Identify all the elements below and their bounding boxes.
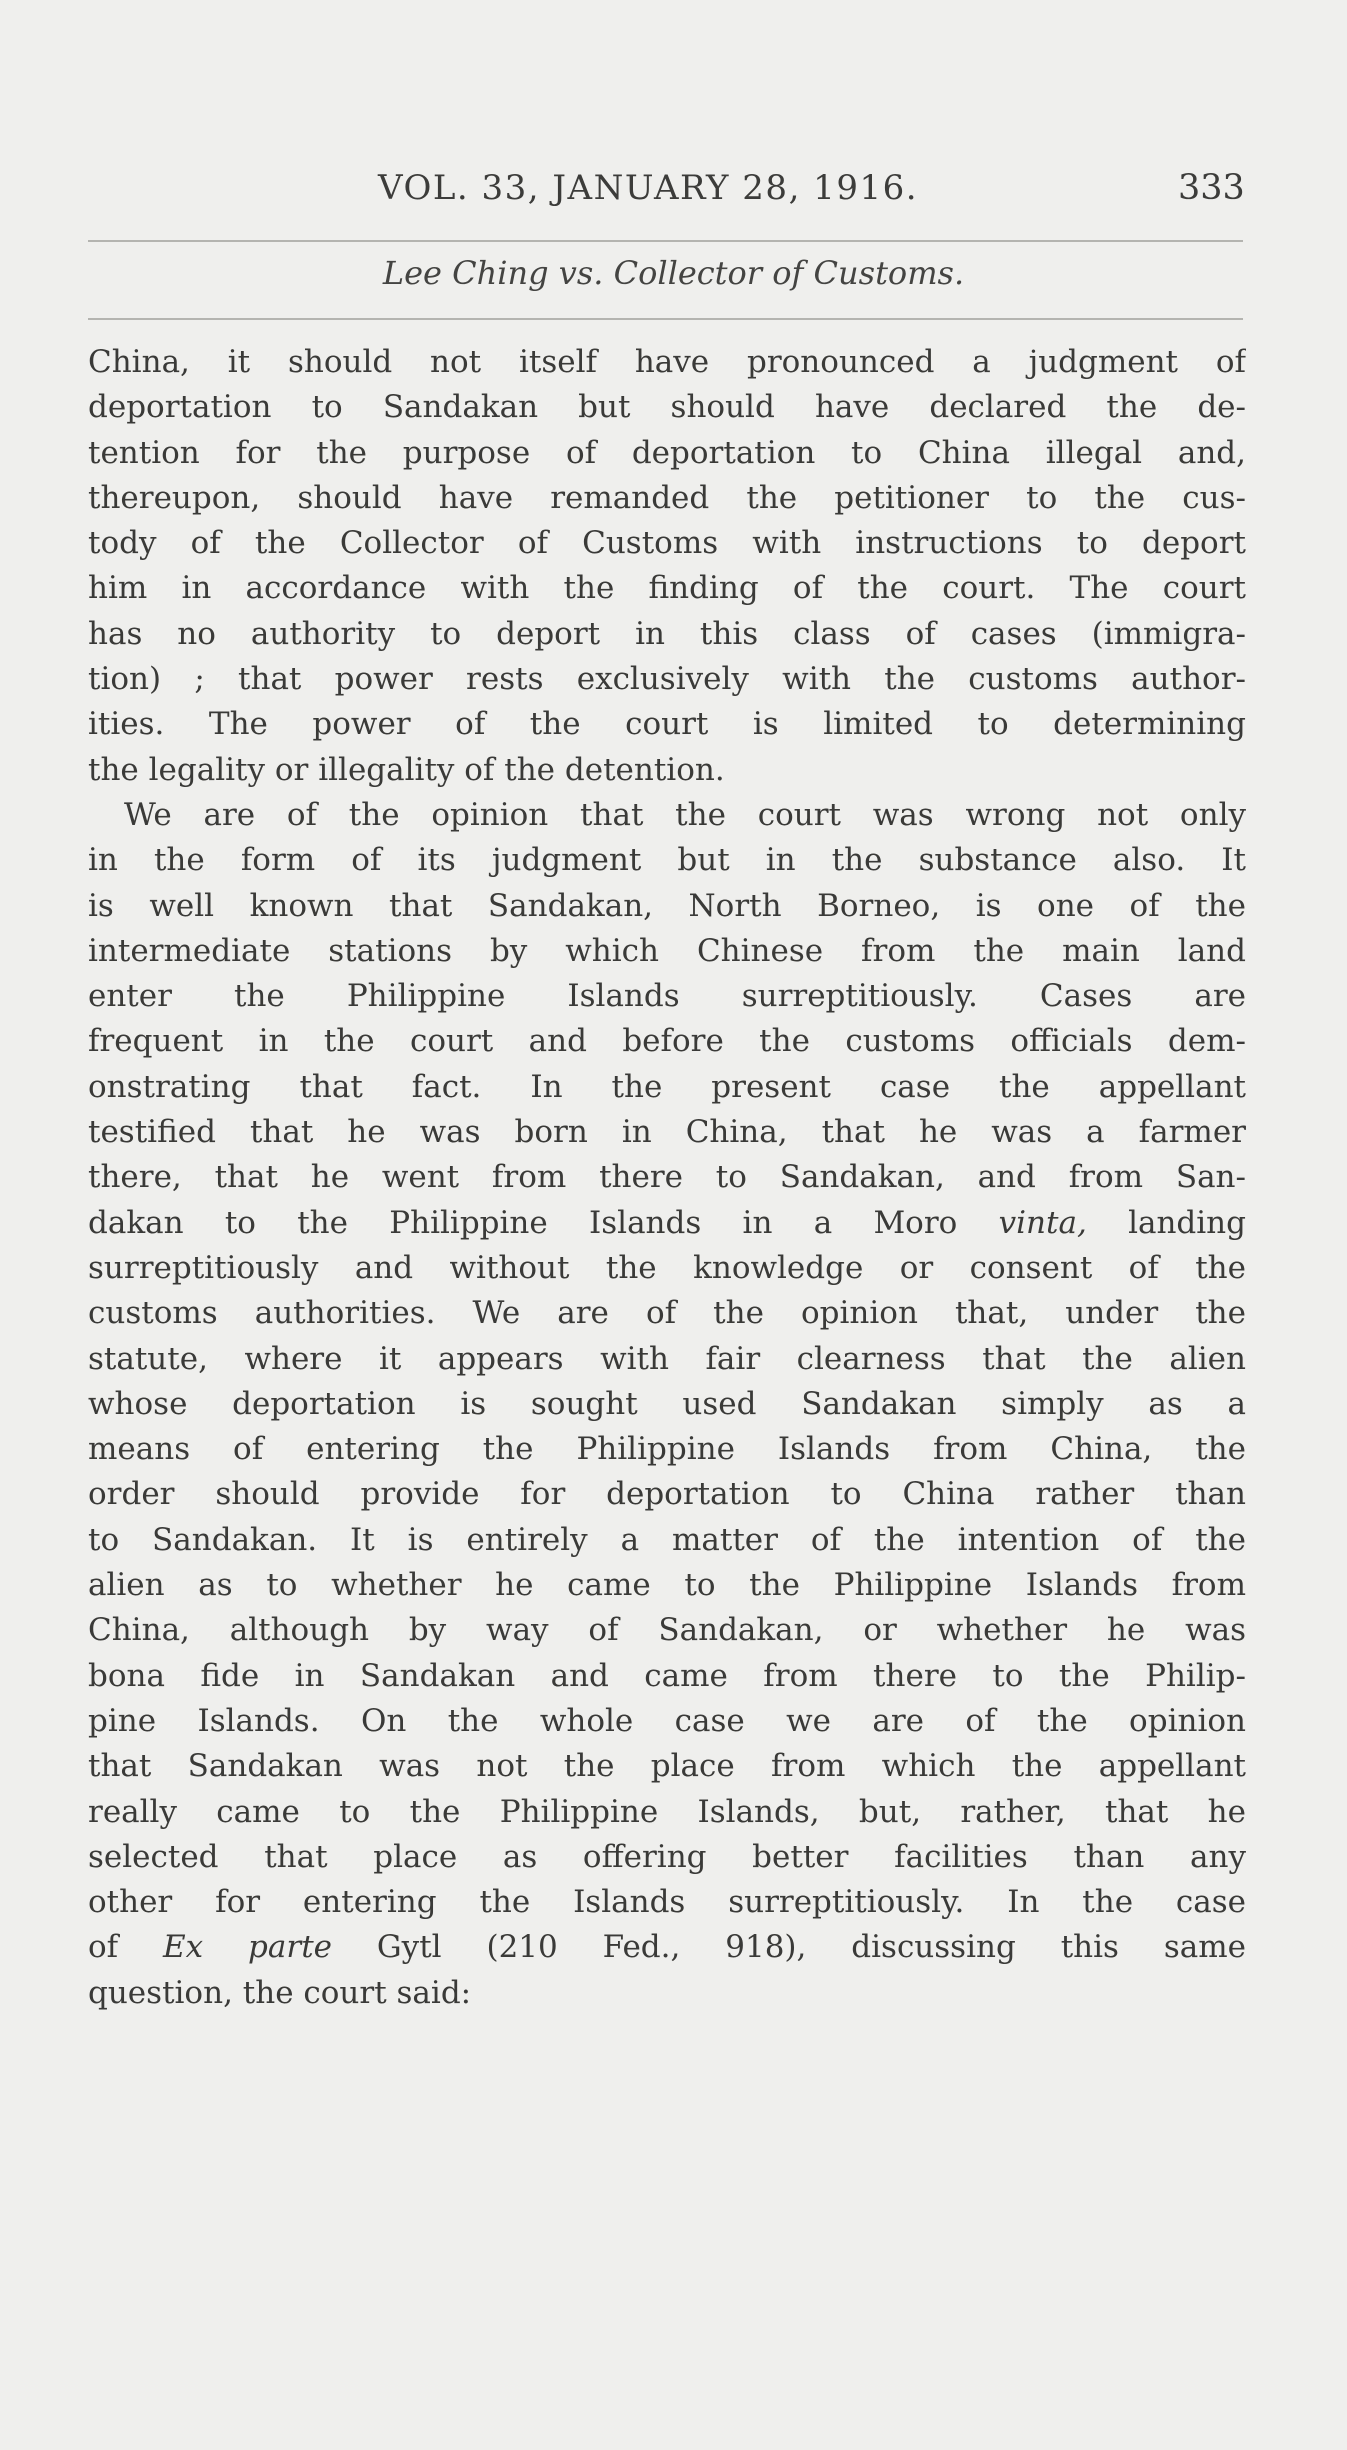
text-line: testified that he was born in China, that he was a farmer xyxy=(88,1114,1246,1151)
volume-date-heading: VOL. 33, JANUARY 28, 1916. xyxy=(378,168,919,208)
text-line: We are of the opinion that the court was wrong not only xyxy=(124,796,1246,833)
text-line: China, it should not itself have pronounced a judgment of xyxy=(88,344,1246,380)
page-number: 333 xyxy=(1178,168,1245,208)
text-line: customs authorities. We are of the opinion that, under the xyxy=(88,1295,1246,1332)
text-line: thereupon, should have remanded the petitioner to the cus- xyxy=(88,479,1246,516)
text-run: landing xyxy=(1086,1204,1246,1241)
text-line: whose deportation is sought used Sandakan simply as a xyxy=(88,1385,1246,1422)
text-line xyxy=(88,1925,1246,1970)
text-line: order should provide for deportation to China rather than xyxy=(88,1476,1246,1513)
text-line: tention for the purpose of deportation to China illegal and, xyxy=(88,434,1246,471)
text-line: question, the court said: xyxy=(88,1974,472,2011)
text-line: enter the Philippine Islands surreptitiously. Cases are xyxy=(88,978,1246,1015)
text-line: statute, where it appears with fair clearness that the alien xyxy=(88,1340,1246,1377)
text-line: frequent in the court and before the customs officials dem- xyxy=(88,1023,1246,1060)
paragraph-1 xyxy=(88,340,1246,793)
text-line: bona fide in Sandakan and came from there to the Philip- xyxy=(88,1657,1246,1694)
text-line xyxy=(88,1201,1246,1246)
text-line: alien as to whether he came to the Philippine Islands from xyxy=(88,1567,1246,1604)
text-line: intermediate stations by which Chinese from the main land xyxy=(88,932,1246,969)
header-rule-bottom xyxy=(88,318,1243,320)
header-rule-top xyxy=(88,240,1243,242)
text-line: ities. The power of the court is limited to determining xyxy=(88,706,1246,743)
text-line: that Sandakan was not the place from which the appellant xyxy=(88,1748,1246,1785)
text-line: there, that he went from there to Sandakan, and from San- xyxy=(88,1159,1246,1196)
text-line: surreptitiously and without the knowledge or consent of the xyxy=(88,1249,1246,1286)
text-run: dakan to the Philippine Islands in a Moro xyxy=(88,1204,999,1241)
text-line: tion) ; that power rests exclusively with the customs author- xyxy=(88,661,1246,698)
paragraph-2 xyxy=(88,793,1246,2016)
italic-term: Ex parte xyxy=(163,1929,333,1966)
text-line: to Sandakan. It is entirely a matter of the intention of the xyxy=(88,1521,1246,1558)
text-line: means of entering the Philippine Islands from China, the xyxy=(88,1431,1246,1468)
case-title: Lee Ching vs. Collector of Customs. xyxy=(382,254,965,292)
text-line: China, although by way of Sandakan, or whether he was xyxy=(88,1612,1246,1649)
text-line: the legality or illegality of the detention. xyxy=(88,751,725,788)
text-line: really came to the Philippine Islands, but, rather, that he xyxy=(88,1793,1246,1830)
text-line: selected that place as offering better facilities than any xyxy=(88,1838,1246,1875)
italic-term: vinta, xyxy=(998,1204,1087,1241)
text-line: has no authority to deport in this class of cases (immigra- xyxy=(88,615,1246,652)
text-line: tody of the Collector of Customs with instructions to deport xyxy=(88,525,1246,562)
text-run: Gytl (210 Fed., 918), discussing this same xyxy=(332,1929,1246,1966)
opinion-text xyxy=(88,340,1246,2016)
text-line: pine Islands. On the whole case we are of the opinion xyxy=(88,1702,1246,1739)
text-line: is well known that Sandakan, North Borneo, is one of the xyxy=(88,887,1246,924)
text-line: other for entering the Islands surreptitiously. In the case xyxy=(88,1884,1246,1921)
text-line: him in accordance with the finding of the court. The court xyxy=(88,570,1246,607)
running-head xyxy=(0,168,1347,228)
text-run: of xyxy=(88,1929,164,1966)
text-line: in the form of its judgment but in the substance also. It xyxy=(88,842,1246,879)
text-line: deportation to Sandakan but should have declared the de- xyxy=(88,389,1246,426)
text-line: onstrating that fact. In the present case the appellant xyxy=(88,1068,1246,1105)
